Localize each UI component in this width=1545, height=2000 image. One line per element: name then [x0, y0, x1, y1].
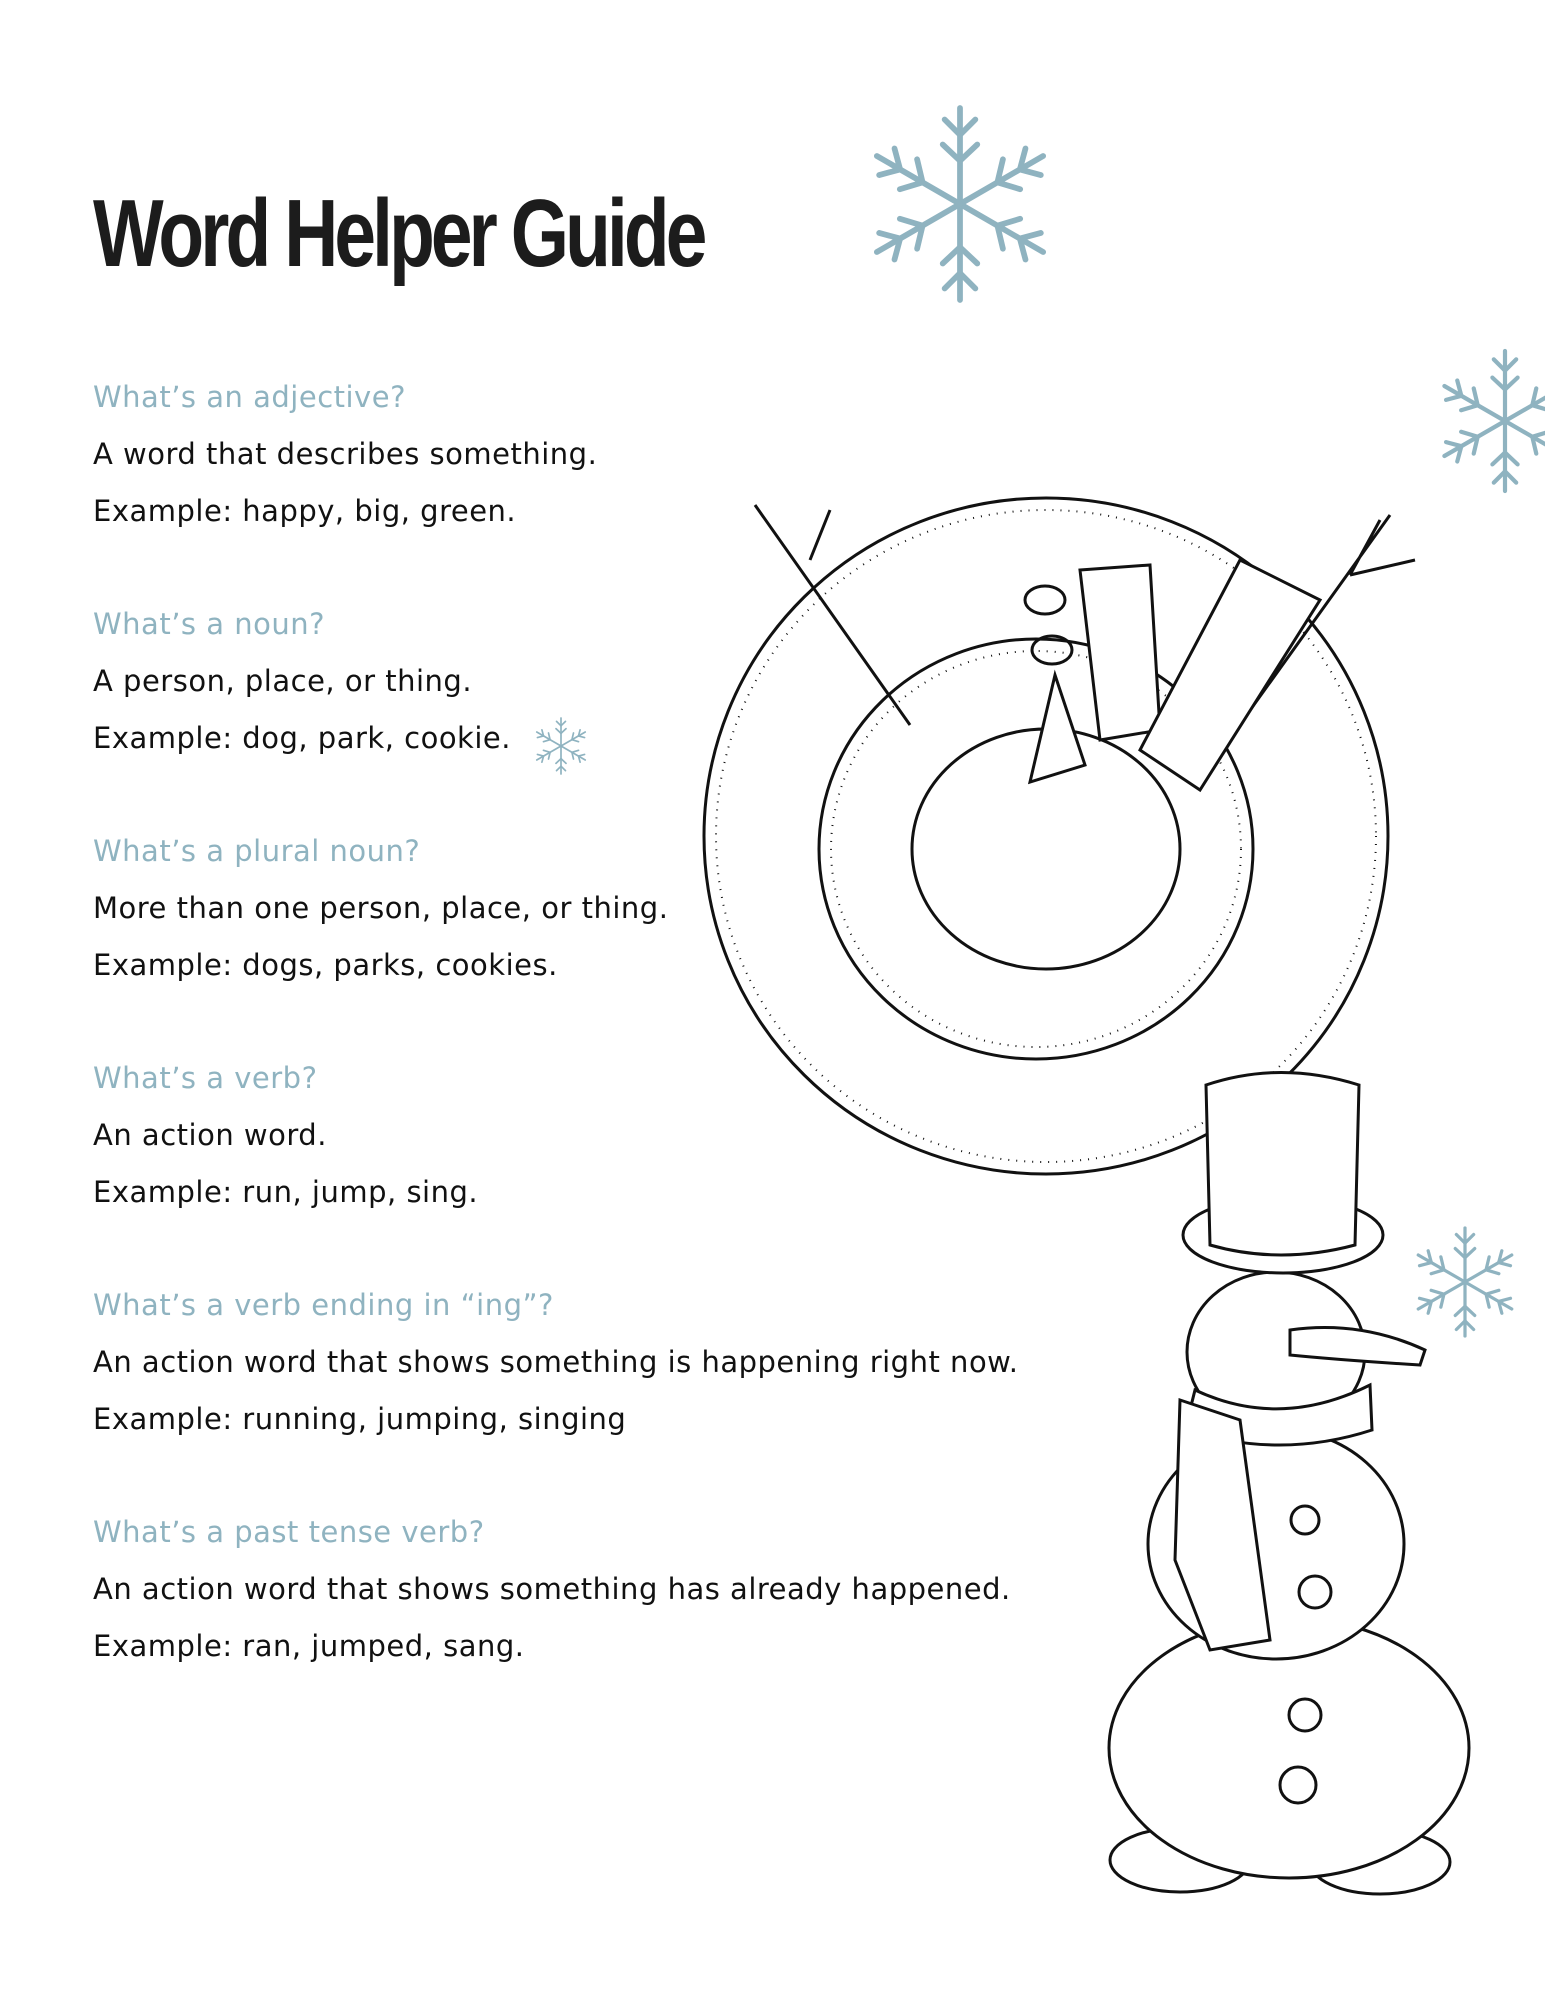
section-question: What’s an adjective?: [93, 380, 406, 414]
section-definition: A word that describes something.: [93, 437, 598, 471]
standing-snowman-illustration: [1109, 1073, 1469, 1895]
section-example: Example: dogs, parks, cookies.: [93, 948, 558, 982]
section-question: What’s a verb?: [93, 1061, 318, 1095]
section-example: Example: ran, jumped, sang.: [93, 1629, 525, 1663]
section-definition: An action word that shows something has already happened.: [93, 1572, 1011, 1606]
snowflake-icon: [1413, 1228, 1516, 1336]
section-question: What’s a past tense verb?: [93, 1515, 485, 1549]
section-adjective: [93, 377, 1093, 531]
section-definition: An action word that shows something is happening right now.: [93, 1345, 1019, 1379]
section-example: Example: running, jumping, singing: [93, 1402, 627, 1436]
snowflake-icon: [1438, 351, 1545, 491]
section-verb: [93, 1058, 1093, 1212]
section-question: What’s a plural noun?: [93, 834, 421, 868]
section-verb-ing: [93, 1285, 1093, 1439]
section-definition: An action word.: [93, 1118, 327, 1152]
section-question: What’s a verb ending in “ing”?: [93, 1288, 554, 1322]
section-example: Example: dog, park, cookie.: [93, 721, 511, 755]
section-plural-noun: [93, 831, 1093, 985]
section-example: Example: happy, big, green.: [93, 494, 517, 528]
section-example: Example: run, jump, sing.: [93, 1175, 479, 1209]
section-past-tense-verb: [93, 1512, 1093, 1666]
section-definition: A person, place, or thing.: [93, 664, 473, 698]
section-question: What’s a noun?: [93, 607, 326, 641]
snowflake-icon: [868, 108, 1052, 300]
page-title: Word Helper Guide: [93, 180, 704, 287]
section-definition: More than one person, place, or thing.: [93, 891, 669, 925]
section-noun: [93, 604, 1093, 758]
